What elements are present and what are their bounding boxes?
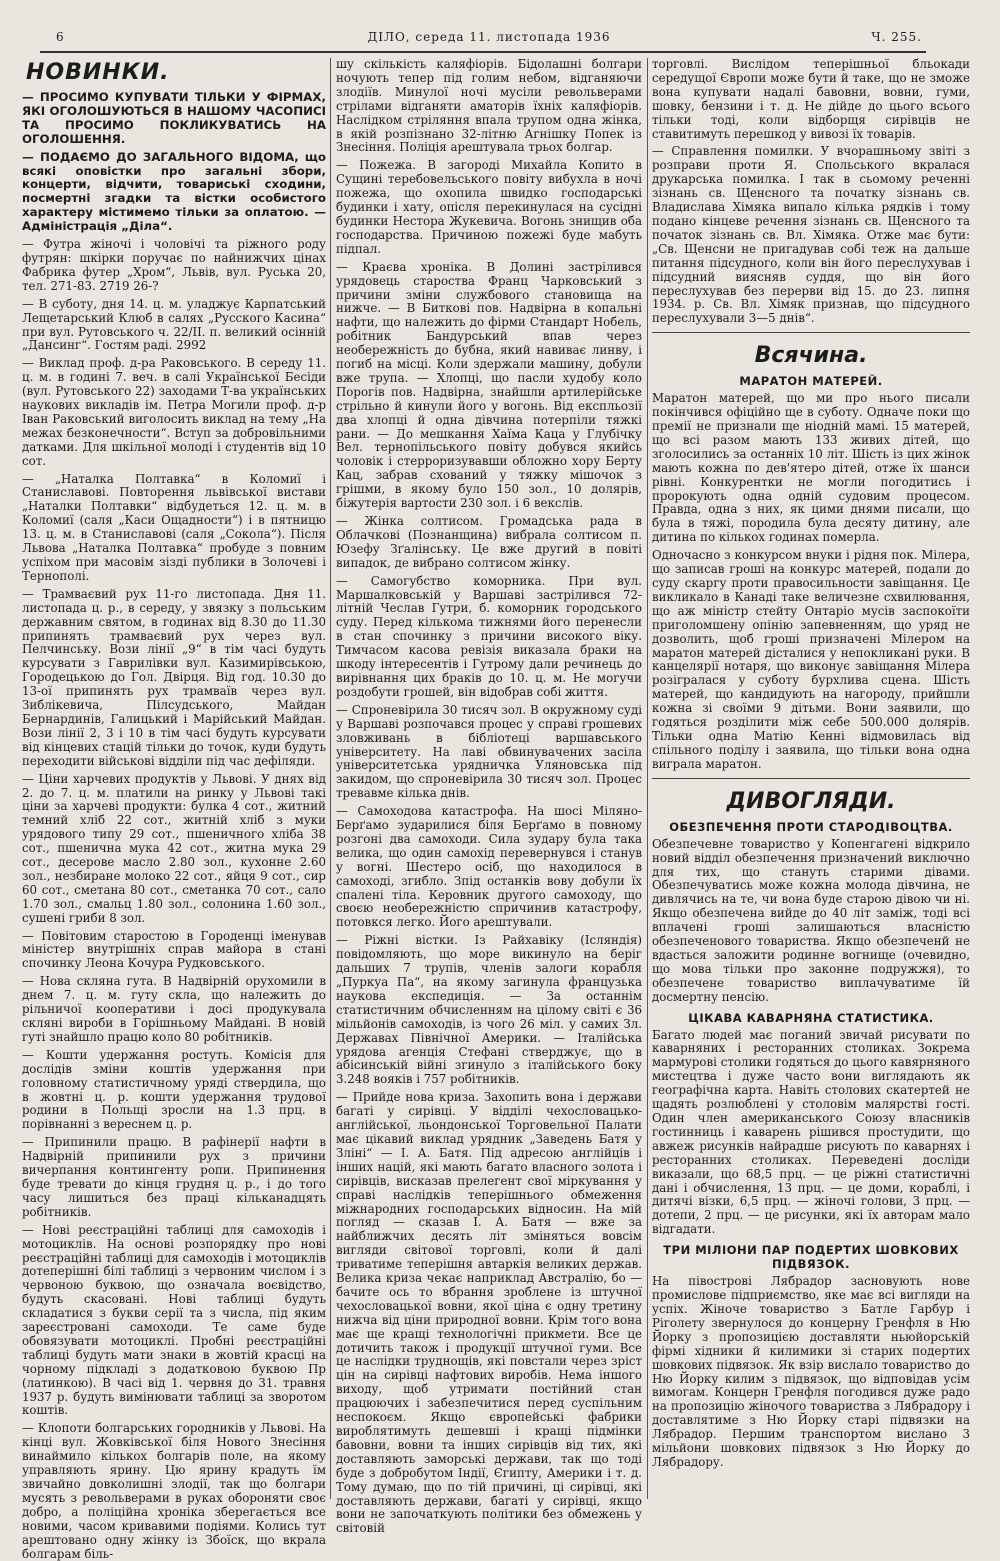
- column-divider: [647, 58, 648, 1499]
- header-rule: [40, 51, 926, 53]
- news-item: — Футра жіночі і чоловічі та ріжного роду футрян: шкірки поручає по найнижчих цінах Фабрика футер „Хром“, Львів, вул. Руська 20, тел. 271-83. 2719 26-?: [22, 237, 326, 293]
- news-item: — Краєва хроніка. В Долині застрілився урядовець староства Франц Чарковський з причини зміни службового становища на нижче. — В Биткові пов. Надвірна в копальні нафти, що належить до фірми Стандарт Нобель, робітник Бандурський впав через необережність до бубна, який навиває линву, і погиб на місці. Коли здержали машину, добули вже трупа. — Хлопці, що пасли худобу коло Порогів пов. Надвірна, знайшли артилерійське стрільно й кинули його у вогонь. Від експльозії два хлопці й одна дівчина потерпіли тяжкі рани. — До мешкання Хаїма Каца у Глубічку Вел. тернопільського повіту добувся якийсь чоловік і стерроризувавши обложно хору Берту Кац, забрав схований у тяжку мішочок з грішми, в якому було 150 зол., 10 долярів, біжутерія вартости 230 зол. і 6 векслів.: [336, 259, 642, 511]
- news-item: — Повітовим старостою в Городенці іменував міністер внутрішніх справ майора в стані спочинку Леона Кочура Рудковського.: [22, 928, 326, 971]
- news-item: — В суботу, дня 14. ц. м. уладжує Карпатський Лещетарський Клюб в салях „Русского Касина“ при вул. Рутовського ч. 22/II. п. великий осінній „Дансинг“. Гостям раді. 2992: [22, 296, 326, 353]
- article-paragraph: На півострові Лябрадор засновують нове промислове підприємство, яке має всі вигляди на успіх. Жіноче товариство з Батле Гарбур і Ріголету звернулося до концерну Гренфля в Ню Йорку з пропозицією доставляти ньюйорській фірмі хідники й килимики зі старих подертих шовкових підвязок. Як взір вислало товариство до Ню Йорку килим з підвязок, що відповідав усім вимогам. Концерн Гренфля погодився дуже радо на пропозицію жіночого товариства з Лябрадору і доставлятиме з Ню Йорку старі підвязки на Лябрадор. Першим транспортом вислано 3 мільйони шовкових підвязок з Ню Йорку до Лябрадору.: [652, 1274, 970, 1469]
- news-item: — Нова скляна гута. В Надвірній орухомили в днем 7. ц. м. гуту скла, що належить до рільничої кооперативи і досі продукувала скляні вироби в Горішньому Майдані. В новій гуті знайшло працю коло 80 робітників.: [22, 974, 326, 1044]
- news-item: — „Наталка Полтавка“ в Коломиї і Станиславові. Повторення львівської вистави „Наталки Полтавки“ відбудеться 12. ц. м. в Коломиї (саля „Каси Ощадности“) і в пятницю 13. ц. м. в Станиславові (саля „Сокола“). Після Львова „Наталка Полтавка“ пробуде з повним успіхом при масовім зізді публики в Золочеві і Тернополі.: [22, 471, 326, 583]
- section-title-news: НОВИНКИ.: [26, 60, 170, 85]
- news-item: — Пожежа. В загороді Михайла Копито в Сущині теребовельського повіту вибухла в ночі пожежа, що охопила швидко господарські будинки і хату, опісля перекинулася на сусідні будинки Нестора Жукевича. Вогонь знищив оба господарства. Причиною пожежі буде мабуть підпал.: [336, 158, 642, 256]
- news-item: — Самоходова катастрофа. На шосі Міляно-Берґамо зударилися біля Берґамо в повному розгоні два самоходи. Сила зудару була така велика, що один самохід перевернувся і станув у вогні. Шестеро осіб, що находилося в самоході, згибло. Зпід останків вову добули їх спалені тіла. Керовник другого самоходу, що своєю необережністю спричинив катастрофу, потовкся легко. Його арештували.: [336, 804, 642, 930]
- news-item: — Справлення помилки. У вчорашньому звіті з розправи проти Я. Спольського вкралася друкарська помилка. І так в сьомому реченні зізнань св. Щенсного та початку зізнань св. Владислава Хімяка випало кілька рядків і тому подано кінцеве речення зізнань св. Щенсного та початок зізнань св. Вл. Хімяка. Отже має бути: „Св. Щенсни не пригадував собі теж на дальше питання підсудного, коли він його переслухував і підсудний виясняв суддя, що він його переслухував без перерви від 15. до 23. липня 1934. р. Св. Вл. Хімяк признав, що підсудного переслухували 3—5 днів“.: [652, 144, 970, 326]
- article-heading: МАРАТОН МАТЕРЕЙ.: [739, 374, 883, 389]
- news-item: — Припинили працю. В рафінерії нафти в Надвірній припинили рух з причини вичерпання контингенту ропи. Припинення буде тревати до кінця грудня ц. р., і до того часу лишиться без праці кільканадцять робітників.: [22, 1135, 326, 1219]
- news-item: — Жінка солтисом. Громадська рада в Облачкові (Познанщина) вибрала солтисом п. Юзефу Зґалінську. Це вже другий в повіті випадок, де вибрано солтисом жінку.: [336, 514, 642, 570]
- masthead: ДІЛО, середа 11. листопада 1936: [367, 30, 611, 44]
- column-divider: [330, 58, 331, 1499]
- news-item: — Самогубство коморника. При вул. Маршалковській у Варшаві застрілився 72-літній Чеслав Гутри, б. коморник городського суду. Перед кількома тижнями його перенесли в стан спочинку з причини високого віку. Тимчасом касова ревізія виказала браки на шкоду інтересентів і Гутрому дали речинець до вирівнання цих браків до 10. ц. м. Не могучи роздобути грошей, він відобрав собі життя.: [336, 573, 642, 699]
- article-paragraph: Маратон матерей, що ми про нього писали покінчився офіційно ще в суботу. Одначе поки що премії не признали ще ніодній мамі. 15 матерей, що всі разом мають 133 живих дітей, що зголосились за останніх 10 літ. Шість із цих жінок мають кожна по дев'ятеро дітей, отже їх шанси рівні. Конкурентки не могли погодитись і пророкують одна одній судовим процесом. Правда, одна з них, як цими днями писали, що була в тяжі, породила була десяту дитину, але дитина по кількох годинах померла.: [652, 391, 970, 545]
- news-item: — Ціни харчевих продуктів у Львові. У днях від 2. до 7. ц. м. платили на ринку у Львові такі ціни за харчеві продукти: булка 4 сот., житний темний хліб 22 сот., житній хліб з муки урядового типу 29 сот., пшеничного хліба 38 сот., пшенична мука 42 сот., житна мука 29 сот., десерове масло 2.80 зол., кухонне 2.60 зол., незбиране молоко 22 сот., яйця 9 сот., сир 60 сот., сметана 80 сот., сметанка 70 сот., сало 1.70 зол., смальц 1.80 зол., солонина 1.60 зол., сушені гриби 8 зол.: [22, 771, 326, 925]
- news-item: торговлі. Вислідом теперішньої бльокади середущої Європи може бути й таке, що не зможе вона купувати надалі бавовни, вовни, гуми, шовку, бензини і т. д. Не дійде до цього всього тільки тоді, коли відборщя сирівців не ставитимуть перешкод у вивозі їх товарів.: [652, 57, 970, 141]
- notice-admin: — ПОДАЄМО ДО ЗАГАЛЬНОГО ВІДОМА, що всякі оповістки про загальні збори, концерти, відчити, товариські сходини, посмертні згадки та вістки особистого характеру містимемо тільки за оплатою. — Адміністрація „Діла“.: [22, 149, 326, 234]
- article-heading: ЦІКАВА КАВАРНЯНА СТАТИСТИКА.: [688, 1010, 934, 1025]
- news-item: — Ріжні вістки. Із Райхавіку (Ісляндія) повідомляють, що море викинуло на беріг дальших 7 трупів, членів залоги корабля „Пуркуа Па“, на якому загинула французька наукова експедиція. — За останнім статистичним обчисленням на цілому світі є 36 мільйонів самоходів, із чого 26 міл. у самих Зл. Державах Північної Америки. — Італійська урядова агенція Стефані стверджує, що в абісинській війні згинуло з італійського боку 3.248 вояків і 757 робітників.: [336, 933, 642, 1087]
- section-rule: [652, 332, 970, 333]
- column-2: [336, 57, 642, 1536]
- page-header: [56, 30, 922, 48]
- news-item: — Виклад проф. д-ра Раковського. В середу 11. ц. м. в годині 7. веч. в салі Української Бесіди (вул. Рутовського 22) заходами Т-ва українських наукових викладів ім. Петра Могили проф. д-р Іван Раковський виголосить виклад на тему „На межах безконечности“. Вступ за добровільними датками. Для шкільної молоді і студентів від 10 сот.: [22, 356, 326, 468]
- section-rule: [652, 778, 970, 779]
- section-title-curiosities: ДИВОГЛЯДИ.: [726, 788, 896, 814]
- page-number: 6: [56, 30, 65, 44]
- issue-number: Ч. 255.: [871, 30, 922, 44]
- news-item: — Трамваєвий рух 11-го листопада. Дня 11. листопада ц. р., в середу, у звязку з польським державним святом, в годинах від 8.30 до 11.30 припинять трамваєвий рух через вул. Пелчинську. Вози лінії „9“ в тім часі будуть курсувати з Гаврилівки вул. Казимирівською, Городецькою до Гол. Двірця. Від год. 10.30 до 13-ої припинять рух трамваїв через вул. Зиблікевича, Пілсудського, Майдан Бернардинів, Галицький і Марійський Майдан. Вози лінії 2, 3 і 10 в тім часі будуть курсувати від кінцевих стацій тільки до точок, куди будуть переходити військові відділи під час дефіляди.: [22, 586, 326, 768]
- article-paragraph: Обезпечевне товариство у Копенгагені відкрило новий відділ обезпечення призначений виключно для тих, що стануть старими дівами. Обезпечуватись може кожна молода дівчина, не дивлячись на те, чи вона буде старою дівою чи ні. Якщо обезпечена вийде до 40 літ заміж, тоді всі вплачені гроші залишаються власністю обезпеченового товариства. Якщо обезпеченй не вдасться заложити родинне вогнище (очевидно, що мова тільки про законне подружжя), то обезпечене товариство виплачуватиме їй досмертну пенсію.: [652, 836, 970, 1004]
- article-heading: ТРИ МІЛІОНИ ПАР ПОДЕРТИХ ШОВКОВИХ ПІДВЯЗОК.: [663, 1243, 959, 1272]
- article-heading: ОБЕЗПЕЧЕННЯ ПРОТИ СТАРОДІВОЦТВА.: [669, 819, 953, 834]
- news-item: — Клопоти болгарських городників у Львові. На кінці вул. Жовківської біля Нового Знесіння винаймило кількох болгарів поле, на якому управляють ярину. Цю ярину крадуть їм звичайно довколишні злодії, так що болгари мусять з револьверами в руках обороняти своє добро, а поліційна хроніка зберегається все новими, часом кривавими подіями. Колись тут арештовано одну жінку із Збоїск, що вкрала болгарам біль-: [22, 1421, 326, 1561]
- notice-ads: — ПРОСИМО КУПУВАТИ ТІЛЬКИ У ФІРМАХ, ЯКІ ОГОЛОШУЮТЬСЯ В НАШОМУ ЧАСОПИСІ ТА ПРОСИМО ПОКЛИКУВАТИСЬ НА ОГОЛОШЕННЯ.: [22, 90, 326, 146]
- news-item: — Прийде нова криза. Захопить вона і держави багаті у сирівці. У відділі чехословацько-англійської, льондонської Торговельної Палати має цікавий виклад урядник „Заведень Батя у Зліні“ — І. А. Батя. Під адресою англійців і інших націй, які мають багато власного золота і сирівців, висказав прелегент свої міркування у справі наслідків теперішнього обмеження міжнародних господарських відносин. На мій погляд — сказав І. А. Батя — вже за найближчих десять літ зміняться вовсім вигляди світової торговлі, коли й далі триватиме теперішня автаркія великих держав. Велика криза чекає наприклад Австралію, бо — бачите ось то вбрання зроблене із штучної чехословацької вовни, якої ціна є одну третину нижча від ціни природної вовни. Крім того вона має ще кращі технологічні прикмети. Все це дотичить також і продукції штучної гуми. Все це наслідки труднощів, які повстали через зріст цін на сирівці нафтових виробів. Нема іншого виходу, щоб утримати постійний стан працюючих і забезпечитися перед суспільним неспокоєм. Якщо європейські фабрики вироблятимуть дешевші і кращі підмінки бавовни, вовни та інших сирівців від тих, які доставляють заморські держави, так що тоді буде з добробутом Індії, Єгипту, Америки і т. д. Тому думаю, що по тій причині, ці сирівці, які доставляють держави, багаті у сирівці, якщо вони не започаткують політики без обмежень у світовій: [336, 1090, 642, 1536]
- article-paragraph: Багато людей має поганий звичай рисувати по каварняних і ресторанних столиках. Зокрема мармурові столики годяться до цього кавярняного мистецтва і дуже часто вони виглядають як географічна карта. Навіть столових скатертей не щадять розлюблені у столовім малярстві гості. Один член американського Союзу власників гостинниць і каварень рішився простудити, що авжеж рисунків найрадше рисують по каварнях і ресторанних столиках. Переведені досліди виказали, що 68,5 прц. — це ріжні статистичні дані і обчислення, 13 прц. — це доми, кораблі, і дитячі візки, 6,5 прц. — жіночі голови, 3 прц. — дотепи, 2 прц. — це рисунки, які їх авторам мало відгадати.: [652, 1027, 970, 1237]
- news-item: — Кошти удержання ростуть. Комісія для дослідів зміни коштів удержання при головному статистичному уряді ствердила, що в жовтні ц. р. кошти удержання трудової родини в Польщі зросли на 1.3 прц. в порівнанні з вереснем ц. р.: [22, 1047, 326, 1132]
- news-item: — Спроневірила 30 тисяч зол. В окружному суді у Варшаві розпочався процес у справі грошевих зловживань в бібліотеці варшавського університету. На лаві обвинувачених засіла університетська урядничка Уляновська під закидом, що спроневірила 30 тисяч зол. Процес тревавме кілька днів.: [336, 702, 642, 801]
- column-3: [652, 58, 970, 1499]
- article-paragraph: Одночасно з конкурсом внуки і рідня пок. Мілера, що записав гроші на конкурс матерей, подали до суду скаргу проти правосильности завіщання. Це викликало в Канаді таке величезне схвилювання, що аж міністр стейту Онтаріо мусів заспокоїти приголомшену опінію запевненням, що уряд не дозволить, щоб гроші призначені Мілером на маратон матерей дісталися у непокликані руки. В канцелярії нотаря, що виконує завіщання Мілера розігралася у суботу бурхлива сцена. Шість матерей, що кандидують на нагороду, прийшли кожна зі своїми 9 дітьми. Вони заявили, що годяться розділити між себе 500.000 долярів. Тільки одна Матію Кенні відмовилась від спільного поділу і заявила, що тільки вона одна виграла маратон.: [652, 548, 970, 771]
- news-item: — Нові реєстраційні таблиці для самоходів і мотоциклів. На основі розпорядку про нові реєстраційні таблиці для самоходів і мотоциклів дотеперішні білі таблиці з червоним числом і з червоною буквою, що означала воєвідство, будуть скасовані. Нові таблиці будуть складатися з букви серії та з числа, під яким зареєстровані самоходи. Те саме буде обовязувати мотоциклі. Пробні реєстраційні таблиці будуть мати знаки в жовтій красці на чорному підкладі з додатковою буквою Пр (латинкою). В часі від 1. червня до 31. травня 1937 р. будуть вимінювати таблиці за зворотом коштів.: [22, 1222, 326, 1418]
- news-item: шу скількість каляфіорів. Бідолашні болгари ночують тепер під голим небом, відганяючи злодіїв. Минулої ночі мусіли револьверами стрілами відганяти аматорів їхніх каляфіорів. Наслідком стріляння впала трупом одна жінка, в якій розпізнано 32-літню Агнішку Попек із Знесіння. Поліція арештувала трьох болгар.: [336, 57, 642, 155]
- column-1: [22, 58, 326, 1561]
- section-title-miscellany: Всячина.: [754, 343, 868, 369]
